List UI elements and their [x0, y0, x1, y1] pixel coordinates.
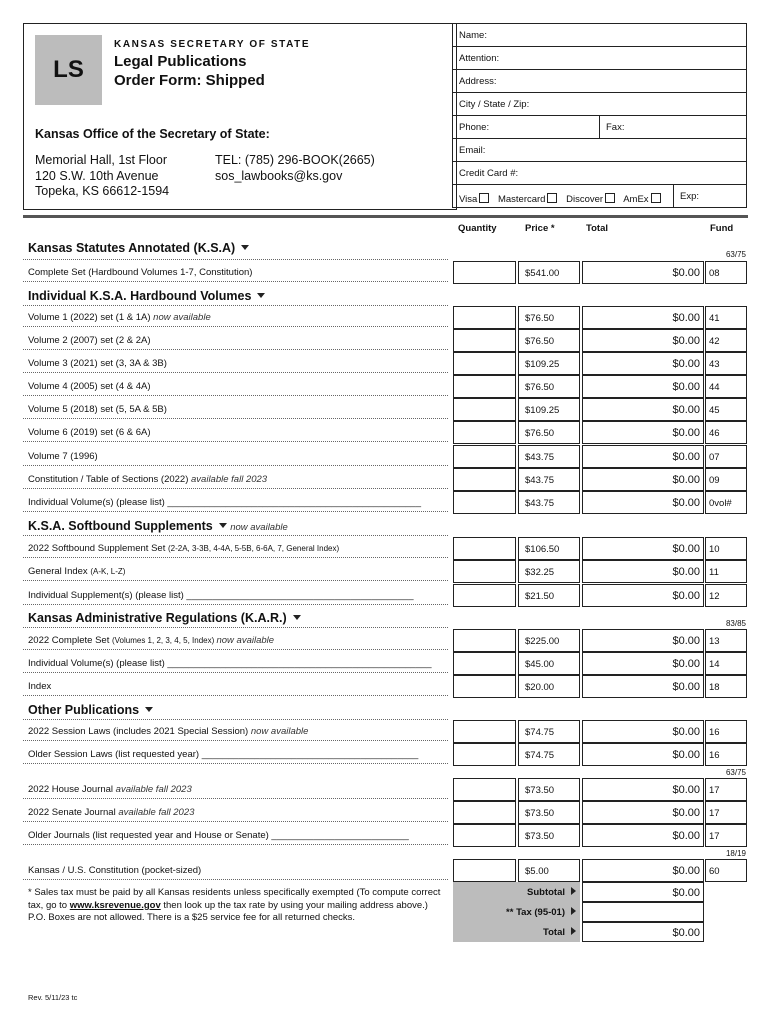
item-price: $109.25 [518, 398, 580, 421]
fax-field[interactable]: Fax: [599, 115, 747, 139]
item-description: 2022 Softbound Supplement Set (2-2A, 3-3B, 4-4A, 5-5B, 6-6A, 7, General Index) [28, 543, 340, 554]
office-phone: TEL: (785) 296-BOOK(2665) [215, 153, 375, 167]
table-row [0, 421, 770, 444]
fund-code: 13 [705, 629, 747, 652]
row-divider [23, 395, 448, 396]
section-softbound: K.S.A. Softbound Supplements now available [28, 519, 288, 533]
quantity-input[interactable] [453, 421, 516, 444]
item-description: Volume 2 (2007) set (2 & 2A) [28, 335, 151, 346]
total-label: Total [543, 927, 576, 938]
tax-website-link[interactable]: www.ksrevenue.gov [69, 899, 161, 911]
fund-code: 18 [705, 675, 747, 698]
dropdown-arrow-icon [145, 707, 153, 712]
credit-card-field[interactable]: Credit Card #: [452, 161, 747, 185]
item-price: $5.00 [518, 859, 580, 882]
address-line: Memorial Hall, 1st Floor [35, 153, 167, 167]
attention-field[interactable]: Attention: [452, 46, 747, 70]
row-divider [23, 488, 448, 489]
section-divider [23, 259, 448, 260]
item-total[interactable]: $0.00 [582, 398, 704, 421]
item-description: Older Journals (list requested year and House or Senate) __________________________ [28, 830, 409, 841]
dropdown-arrow-icon [293, 615, 301, 620]
form-title-line1: Legal Publications [114, 53, 247, 70]
fund-code: 12 [705, 584, 747, 607]
fund-group-label: 63/75 [725, 250, 746, 259]
quantity-input[interactable] [453, 560, 516, 583]
item-total[interactable]: $0.00 [582, 824, 704, 847]
item-total[interactable]: $0.00 [582, 720, 704, 743]
item-description: Individual Volume(s) (please list) ________________________________________________ [28, 497, 421, 508]
form-title-line2: Order Form: Shipped [114, 72, 265, 89]
fund-group-label: 18/19 [725, 849, 746, 858]
row-divider [23, 511, 448, 512]
row-divider [23, 798, 448, 799]
quantity-input[interactable] [453, 652, 516, 675]
address-line: 120 S.W. 10th Avenue [35, 168, 159, 183]
item-price: $73.50 [518, 824, 580, 847]
quantity-input[interactable] [453, 629, 516, 652]
row-divider [23, 821, 448, 822]
quantity-input[interactable] [453, 675, 516, 698]
quantity-input[interactable] [453, 743, 516, 766]
discover-checkbox[interactable] [605, 193, 615, 203]
address-line: Topeka, KS 66612-1594 [35, 184, 170, 198]
fund-code: 60 [705, 859, 747, 882]
table-row [0, 629, 770, 652]
table-row [0, 824, 770, 847]
item-total[interactable]: $0.00 [582, 743, 704, 766]
price-column-header: Price * [525, 223, 555, 234]
table-row [0, 375, 770, 398]
tax-value[interactable] [582, 902, 704, 922]
quantity-input[interactable] [453, 491, 516, 514]
row-divider [23, 740, 448, 741]
section-divider [23, 627, 448, 628]
table-row [0, 306, 770, 329]
table-row [0, 560, 770, 583]
item-price: $109.25 [518, 352, 580, 375]
row-divider [23, 879, 448, 880]
section-divider [23, 535, 448, 536]
item-price: $43.75 [518, 468, 580, 491]
item-price: $21.50 [518, 584, 580, 607]
item-total[interactable]: $0.00 [582, 261, 704, 284]
table-row [0, 720, 770, 743]
section-kar: Kansas Administrative Regulations (K.A.R.) [28, 611, 301, 625]
row-divider [23, 649, 448, 650]
tax-label: ** Tax (95-01) [506, 907, 576, 918]
quantity-input[interactable] [453, 329, 516, 352]
item-total[interactable]: $0.00 [582, 675, 704, 698]
quantity-input[interactable] [453, 398, 516, 421]
table-row [0, 537, 770, 560]
email-field[interactable]: Email: [452, 138, 747, 162]
column-header-rule [23, 215, 748, 218]
amex-label: AmEx [623, 194, 649, 205]
quantity-input[interactable] [453, 537, 516, 560]
item-description: Index [28, 681, 52, 692]
fund-code: 14 [705, 652, 747, 675]
quantity-input[interactable] [453, 584, 516, 607]
dropdown-arrow-icon [257, 293, 265, 298]
table-row [0, 584, 770, 607]
item-price: $74.75 [518, 743, 580, 766]
quantity-input[interactable] [453, 445, 516, 468]
quantity-input[interactable] [453, 824, 516, 847]
fund-code: 09 [705, 468, 747, 491]
item-price: $73.50 [518, 778, 580, 801]
section-hardbound: Individual K.S.A. Hardbound Volumes [28, 289, 265, 303]
quantity-input[interactable] [453, 859, 516, 882]
row-divider [23, 418, 448, 419]
row-divider [23, 349, 448, 350]
fund-code: 17 [705, 801, 747, 824]
item-price: $76.50 [518, 329, 580, 352]
item-description: Volume 3 (2021) set (3, 3A & 3B) [28, 358, 167, 369]
item-description: Volume 1 (2022) set (1 & 1A) now available [28, 312, 211, 323]
table-row [0, 491, 770, 514]
item-description: 2022 Session Laws (includes 2021 Special Session) now available [28, 726, 309, 737]
item-total[interactable]: $0.00 [582, 352, 704, 375]
arrow-right-icon [571, 927, 576, 935]
subtotal-value[interactable]: $0.00 [582, 882, 704, 902]
dropdown-arrow-icon [219, 523, 227, 528]
table-row [0, 398, 770, 421]
section-other: Other Publications [28, 703, 153, 717]
item-description: Individual Volume(s) (please list) __________________________________________________ [28, 658, 432, 669]
table-row [0, 329, 770, 352]
office-contact [215, 153, 375, 184]
row-divider [23, 557, 448, 558]
fund-code: 42 [705, 329, 747, 352]
fund-code: 17 [705, 824, 747, 847]
item-description: General Index (A-K, L-Z) [28, 566, 126, 577]
item-price: $76.50 [518, 306, 580, 329]
item-total[interactable]: $0.00 [582, 537, 704, 560]
row-divider [23, 580, 448, 581]
item-total[interactable]: $0.00 [582, 859, 704, 882]
quantity-input[interactable] [453, 261, 516, 284]
item-description: Complete Set (Hardbound Volumes 1-7, Constitution) [28, 267, 253, 278]
item-description: Volume 6 (2019) set (6 & 6A) [28, 427, 151, 438]
item-price: $45.00 [518, 652, 580, 675]
item-price: $541.00 [518, 261, 580, 284]
item-description: Volume 7 (1996) [28, 451, 98, 462]
table-row [0, 468, 770, 491]
fund-code: 16 [705, 720, 747, 743]
item-total[interactable]: $0.00 [582, 801, 704, 824]
item-total[interactable]: $0.00 [582, 491, 704, 514]
item-total[interactable]: $0.00 [582, 629, 704, 652]
item-total[interactable]: $0.00 [582, 329, 704, 352]
visa-label: Visa [459, 194, 478, 205]
card-type-row [452, 184, 674, 208]
subtotal-label: Subtotal [527, 887, 576, 898]
fund-code: 16 [705, 743, 747, 766]
dropdown-arrow-icon [241, 245, 249, 250]
arrow-right-icon [571, 907, 576, 915]
row-divider [23, 281, 448, 282]
fund-column-header: Fund [710, 223, 734, 234]
table-row [0, 261, 770, 284]
item-total[interactable]: $0.00 [582, 560, 704, 583]
quantity-column-header: Quantity [458, 223, 497, 234]
table-row [0, 352, 770, 375]
row-divider [23, 465, 448, 466]
revision-date: Rev. 5/11/23 tc [28, 993, 78, 1002]
fund-code: 45 [705, 398, 747, 421]
table-row [0, 778, 770, 801]
item-description: 2022 Complete Set (Volumes 1, 2, 3, 4, 5, Index) now available [28, 635, 275, 646]
table-row [0, 859, 770, 882]
item-description: Volume 5 (2018) set (5, 5A & 5B) [28, 404, 167, 415]
address-field[interactable]: Address: [452, 69, 747, 93]
name-field[interactable]: Name: [452, 23, 747, 47]
sales-tax-note: * Sales tax must be paid by all Kansas residents unless specifically exempted (To compute correct tax, go to www.ksrevenue.gov then look up the tax rate by using your mailing address above.) P.O. Boxes are not allowed. There is a $25 service fee for all returned checks. [28, 887, 441, 923]
row-divider [23, 844, 448, 845]
visa-checkbox[interactable] [479, 193, 489, 203]
item-total[interactable]: $0.00 [582, 778, 704, 801]
item-description: 2022 Senate Journal available fall 2023 [28, 807, 195, 818]
table-row [0, 652, 770, 675]
item-total[interactable]: $0.00 [582, 468, 704, 491]
quantity-input[interactable] [453, 720, 516, 743]
item-price: $73.50 [518, 801, 580, 824]
row-divider [23, 672, 448, 673]
quantity-input[interactable] [453, 352, 516, 375]
fund-code: 0vol# [705, 491, 747, 514]
office-address [35, 153, 169, 200]
grand-total-value[interactable]: $0.00 [582, 922, 704, 942]
item-total[interactable]: $0.00 [582, 421, 704, 444]
table-row [0, 675, 770, 698]
table-row [0, 445, 770, 468]
item-price: $20.00 [518, 675, 580, 698]
mastercard-checkbox[interactable] [547, 193, 557, 203]
item-price: $43.75 [518, 491, 580, 514]
fund-code: 43 [705, 352, 747, 375]
office-heading: Kansas Office of the Secretary of State: [35, 127, 270, 141]
item-total[interactable]: $0.00 [582, 652, 704, 675]
fund-group-label: 83/85 [725, 619, 746, 628]
arrow-right-icon [571, 887, 576, 895]
discover-label: Discover [566, 194, 604, 205]
item-price: $43.75 [518, 445, 580, 468]
agency-name: KANSAS SECRETARY OF STATE [114, 39, 311, 50]
row-divider [23, 372, 448, 373]
table-row [0, 743, 770, 766]
quantity-input[interactable] [453, 468, 516, 491]
item-description: Volume 4 (2005) set (4 & 4A) [28, 381, 151, 392]
item-description: 2022 House Journal available fall 2023 [28, 784, 192, 795]
item-total[interactable]: $0.00 [582, 584, 704, 607]
row-divider [23, 695, 448, 696]
fund-code: 46 [705, 421, 747, 444]
mastercard-label: Mastercard [497, 194, 546, 205]
table-row [0, 801, 770, 824]
row-divider [23, 763, 448, 764]
fund-code: 11 [705, 560, 747, 583]
fund-code: 07 [705, 445, 747, 468]
ls-logo: LS [35, 35, 102, 105]
item-description: Individual Supplement(s) (please list) ___________________________________________ [28, 590, 414, 601]
amex-checkbox[interactable] [651, 193, 661, 203]
fund-code: 10 [705, 537, 747, 560]
item-price: $74.75 [518, 720, 580, 743]
item-price: $106.50 [518, 537, 580, 560]
quantity-input[interactable] [453, 375, 516, 398]
item-price: $225.00 [518, 629, 580, 652]
fund-code: 44 [705, 375, 747, 398]
quantity-input[interactable] [453, 778, 516, 801]
item-total[interactable]: $0.00 [582, 445, 704, 468]
item-description: Constitution / Table of Sections (2022) available fall 2023 [28, 474, 268, 485]
fund-code: 17 [705, 778, 747, 801]
item-price: $76.50 [518, 375, 580, 398]
expiration-field[interactable]: Exp: [673, 184, 747, 208]
item-total[interactable]: $0.00 [582, 375, 704, 398]
fund-code: 08 [705, 261, 747, 284]
city-state-zip-field[interactable]: City / State / Zip: [452, 92, 747, 116]
item-description: Kansas / U.S. Constitution (pocket-sized) [28, 865, 202, 876]
item-price: $76.50 [518, 421, 580, 444]
item-total[interactable]: $0.00 [582, 306, 704, 329]
fund-code: 41 [705, 306, 747, 329]
office-email: sos_lawbooks@ks.gov [215, 168, 343, 183]
row-divider [23, 604, 448, 605]
section-ksa: Kansas Statutes Annotated (K.S.A) [28, 241, 249, 255]
total-column-header: Total [586, 223, 608, 234]
row-divider [23, 441, 448, 442]
item-price: $32.25 [518, 560, 580, 583]
quantity-input[interactable] [453, 801, 516, 824]
fund-group-label: 63/75 [725, 768, 746, 777]
phone-field[interactable]: Phone: [452, 115, 600, 139]
item-description: Older Session Laws (list requested year) _________________________________________ [28, 749, 419, 760]
row-divider [23, 326, 448, 327]
quantity-input[interactable] [453, 306, 516, 329]
